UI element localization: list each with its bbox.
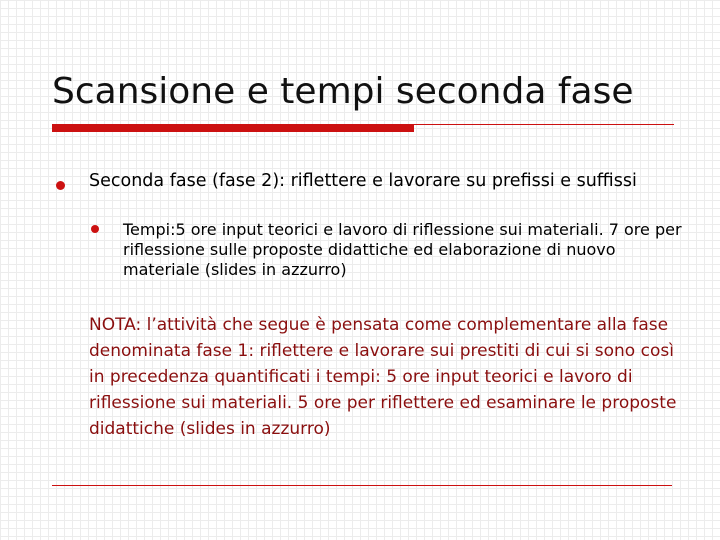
sub-bullet-dot-icon (91, 225, 99, 233)
footer-rule (52, 485, 672, 486)
title-underline-thin (414, 124, 674, 125)
note-paragraph: NOTA: l’attività che segue è pensata come complementare alla fase denominata fase 1: riflettere e lavorare sui prestiti di cui si sono così in precedenza quantificati i tempi: 5 ore input teorici e lavoro di riflessione sui materiali. 5 ore per riflettere ed esaminare le proposte didattiche (slides in azzurro) (89, 315, 677, 439)
bullet-dot-icon (56, 181, 65, 190)
bullet-text-level1: Seconda fase (fase 2): riflettere e lavorare su prefissi e suffissi (89, 171, 637, 191)
slide-title: Scansione e tempi seconda fase (52, 71, 634, 112)
title-underline-thick (52, 124, 414, 132)
bullet-text-level2: Tempi:5 ore input teorici e lavoro di riflessione sui materiali. 7 ore per riflessione sulle proposte didattiche ed elaborazione di nuovo materiale (slides in azzurro) (123, 220, 682, 279)
